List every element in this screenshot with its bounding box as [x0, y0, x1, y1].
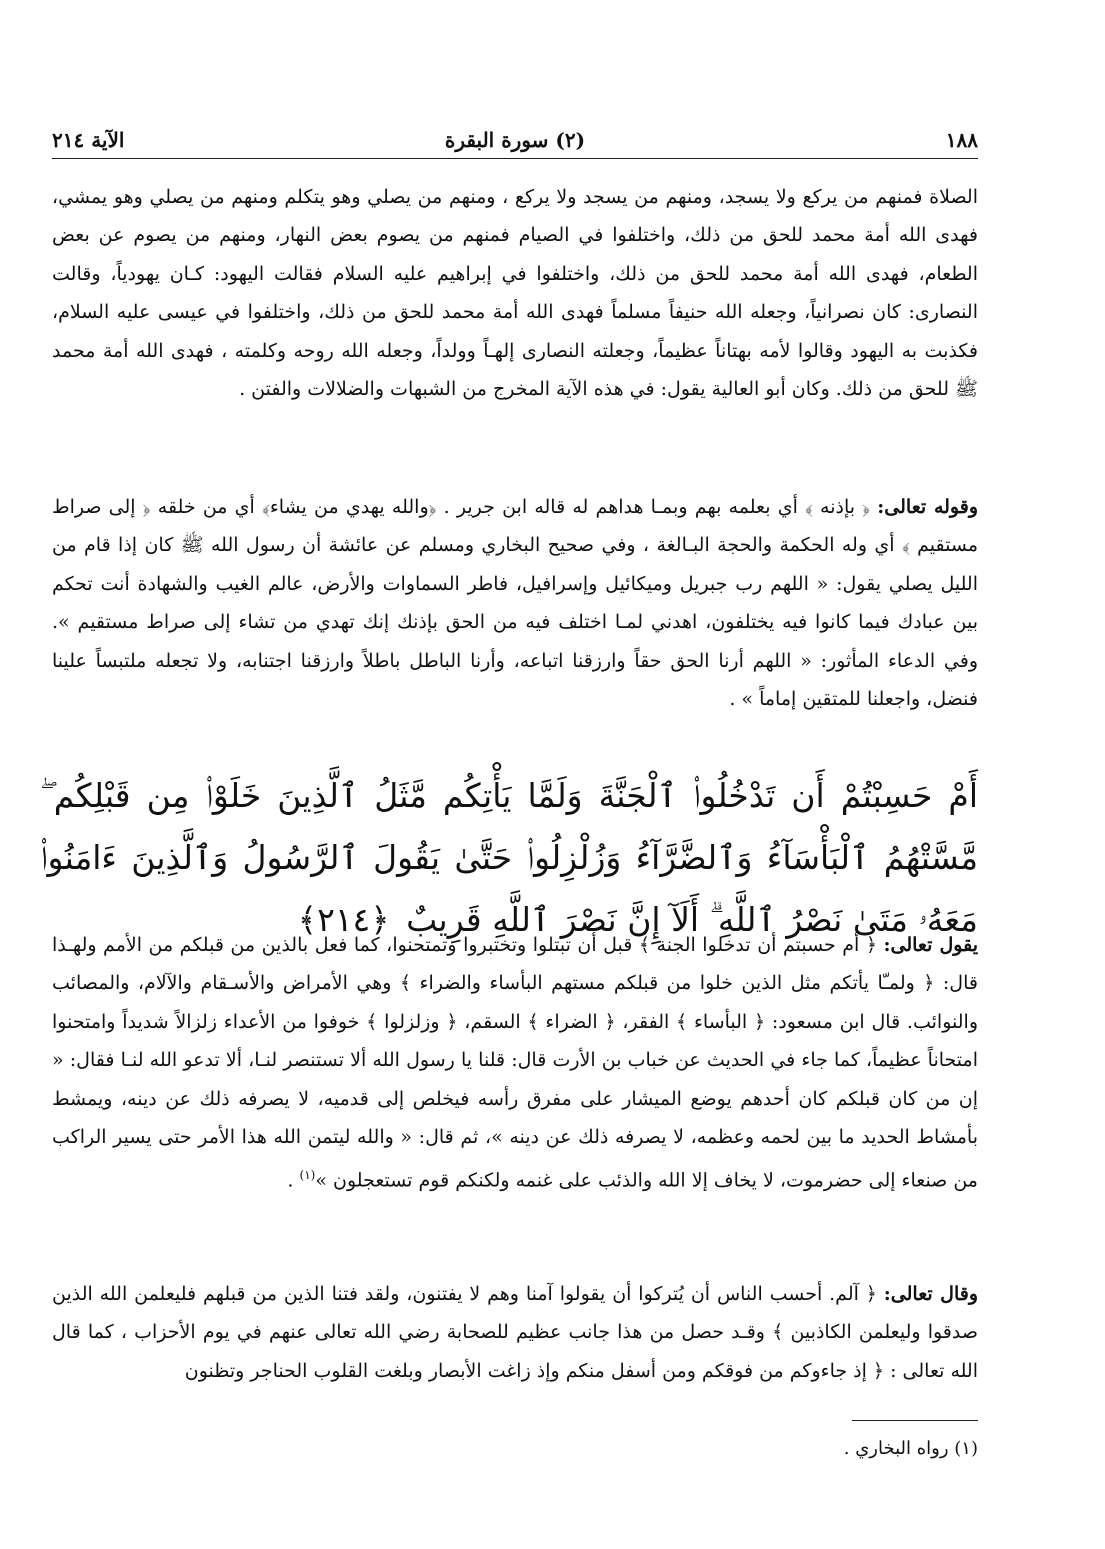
surah-title: (٢) سورة البقرة [444, 128, 586, 152]
paragraph-tail: . [287, 1169, 300, 1192]
verse-number-marker: ﴿٢١٤﴾ [297, 900, 390, 939]
paragraph-lead: يقول تعالى: [883, 934, 978, 956]
footnote [844, 1436, 978, 1462]
ayah-label: الآية ٢١٤ [52, 128, 125, 152]
footnote-text: (١) رواه البخاري . [843, 1438, 978, 1459]
page-header [52, 118, 978, 159]
footnote-reference: (١) [299, 1168, 316, 1183]
footnote-divider [852, 1420, 978, 1421]
paragraph-4 [52, 1275, 978, 1390]
paragraph-1 [52, 178, 978, 408]
verse-text: أَمْ حَسِبْتُمْ أَن تَدْخُلُوا۟ ٱلْجَنَّةَ وَلَمَّا يَأْتِكُم مَّثَلُ ٱلَّذِينَ خَلَوْا۟ مِن قَبْلِكُم ۖ مَّسَّتْهُمُ ٱلْبَأْسَآءُ وَٱلضَّرَّآءُ وَزُلْزِلُوا۟ حَتَّىٰ يَقُولَ ٱلرَّسُولُ وَٱلَّذِينَ ءَامَنُوا۟ مَعَهُۥ مَتَىٰ نَصْرُ ٱللَّهِ ۗ أَلَآ إِنَّ نَصْرَ ٱللَّهِ قَرِيبٌ [40, 776, 978, 939]
paragraph-text: ﴿ أم حسبتم أن تدخلوا الجنة ﴾ قبل أن تبتلوا وتختبروا وتمتحنوا، كما فعل بالذين من قبلكم من الأمم ولهـذا قال: ﴿ ولمـّا يأتكم مثل الذين خلوا من قبلكم مستهم البأساء والضراء ﴾ وهي الأمراض والأسـقام والآلام، والمصائب والنوائب. قال ابن مسعود: ﴿ البأساء ﴾ الفقر، ﴿ الضراء ﴾ السقم، ﴿ وزلزلوا ﴾ خوفوا من الأعداء زلزالاً شديداً وامتحنوا امتحاناً عظيماً، كما جاء في الحديث عن خباب بن الأرت قال: قلنا يا رسول الله ألا تستنصر لنـا، ألا تدعو الله لنـا فقال: « إن من كان قبلكم كان أحدهم يوضع الميشار على مفرق رأسه فيخلص إلى قدميه، لا يصرفه ذلك عن دينه، ويمشط بأمشاط الحديد ما بين لحمه وعظمه، لا يصرفه ذلك عن دينه »، ثم قال: « والله ليتمن الله هذا الأمر حتى يسير الراكب من صنعاء إلى حضرموت، لا يخاف إلا الله والذئب على غنمه ولكنكم قوم تستعجلون » [52, 934, 978, 1192]
paragraph-text: ﴿ بإذنه ﴾ أي بعلمه بهم وبمـا هداهم له قاله ابن جرير . ﴿والله يهدي من يشاء﴾ أي من خلقه ﴿ إلى صراط مستقيم ﴾ أي وله الحكمة والحجة البـالغة ، وفي صحيح البخاري ومسلم عن عائشة أن رسول الله ﷺ كان إذا قام من الليل يصلي يقول: « اللهم رب جبريل وميكائيل وإسرافيل، فاطر السماوات والأرض، عالم الغيب والشهادة أنت تحكم بين عبادك فيما كانوا فيه يختلفون، اهدني لمـا اختلف فيه من الحق بإذنك إنك تهدي من تشاء إلى صراط مستقيم ». وفي الدعاء المأثور: « اللهم أرنا الحق حقاً وارزقنا اتباعه، وأرنا الباطل باطلاً وارزقنا اجتنابه، ولا تجعله ملتبساً علينا فنضل، واجعلنا للمتقين إماماً » . [52, 496, 978, 711]
paragraph-3 [52, 926, 978, 1200]
paragraph-lead: وقال تعالى: [883, 1283, 978, 1305]
paragraph-text: ﴿ آلم. أحسب الناس أن يُتركوا أن يقولوا آمنا وهم لا يفتنون، ولقد فتنا الذين من قبلهم فليعلمن الله الذين صدقوا وليعلمن الكاذبين ﴾ وقـد حصل من هذا جانب عظيم للصحابة رضي الله تعالى عنهم في يوم الأحزاب ، كما قال الله تعالى : ﴿ إذ جاءوكم من فوقكم ومن أسفل منكم وإذ زاغت الأبصار وبلغت القلوب الحناجر وتظنون [52, 1283, 978, 1382]
page-number: ١٨٨ [945, 128, 978, 152]
paragraph-text: الصلاة فمنهم من يركع ولا يسجد، ومنهم من يسجد ولا يركع ، ومنهم من يصلي وهو يتكلم ومنهم من يصلي وهو يمشي، فهدى الله أمة محمد للحق من ذلك، واختلفوا في الصيام فمنهم من يصوم بعض النهار، ومنهم من يصوم عن بعض الطعام، فهدى الله أمة محمد للحق من ذلك، واختلفوا في إبراهيم عليه السلام فقالت اليهود: كـان يهودياً، وقالت النصارى: كان نصرانياً، وجعله الله حنيفاً مسلماً فهدى الله أمة محمد للحق من ذلك، واختلفوا في عيسى عليه السلام، فكذبت به اليهود وقالوا لأمه بهتاناً عظيماً، وجعلته النصارى إلهـاً وولداً، وجعله الله روحه وكلمته ، فهدى الله أمة محمد ﷺ للحق من ذلك. وكان أبو العالية يقول: في هذه الآية المخرج من الشبهات والضلالات والفتن . [52, 186, 978, 401]
paragraph-lead: وقوله تعالى: [877, 496, 979, 518]
quran-verse [40, 765, 978, 951]
paragraph-2 [52, 488, 978, 718]
